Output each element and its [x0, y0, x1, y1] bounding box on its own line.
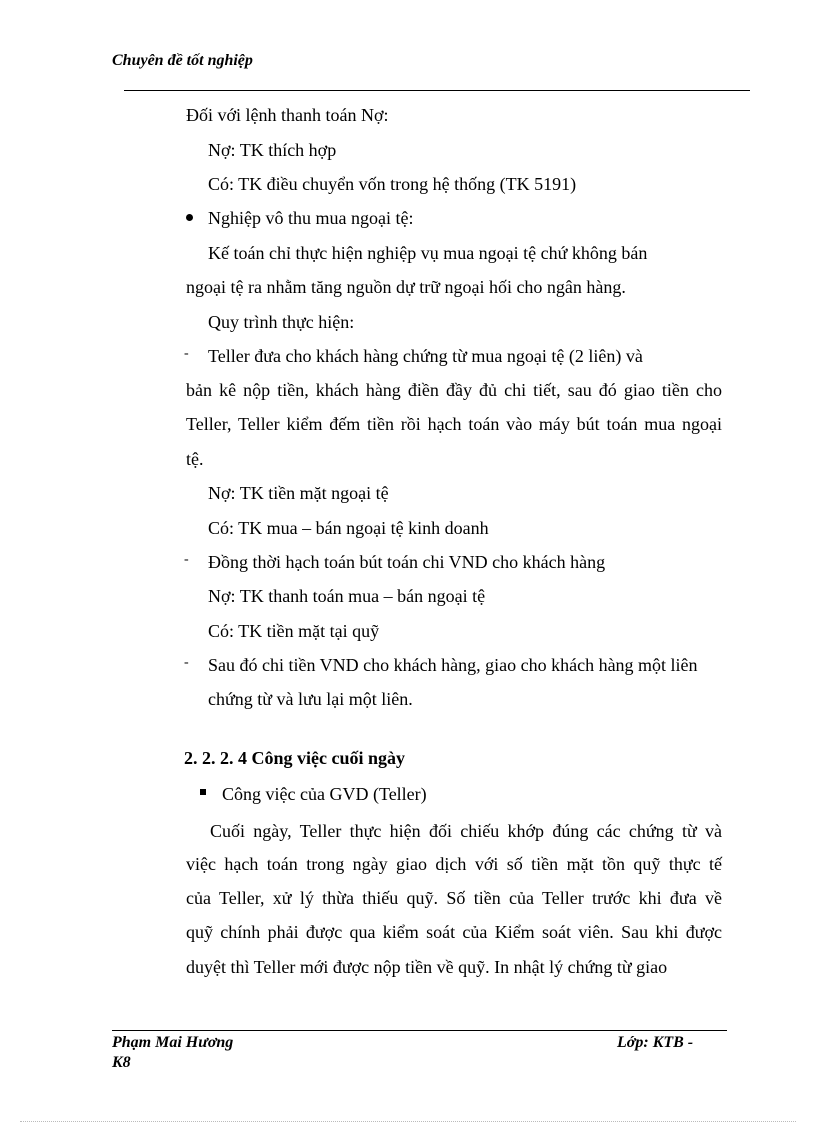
text-line: Quy trình thực hiện: [208, 312, 355, 332]
header-rule [124, 90, 750, 91]
header-title: Chuyên đề tốt nghiệp [112, 52, 253, 69]
text-line: Công việc của GVD (Teller) [222, 784, 427, 804]
section-heading: 2. 2. 2. 4 Công việc cuối ngày [184, 748, 406, 768]
text-line: bản kê nộp tiền, khách hàng điền đầy đủ chi tiết, sau đó giao tiền cho [186, 380, 722, 400]
text-line: Kế toán chỉ thực hiện nghiệp vụ mua ngoại tệ chứ không bán [208, 243, 648, 263]
text-line: Nợ: TK tiền mặt ngoại tệ [208, 483, 389, 503]
footer-author: Phạm Mai Hương [112, 1034, 234, 1051]
text-line: duyệt thì Teller mới được nộp tiền về quỹ. In nhật lý chứng từ giao [186, 957, 668, 977]
footer-class-cont: K8 [112, 1054, 131, 1071]
text-line: việc hạch toán trong ngày giao dịch với số tiền mặt tồn quỹ thực tế [186, 854, 722, 874]
text-line: Teller đưa cho khách hàng chứng từ mua ngoại tệ (2 liên) và [208, 346, 643, 366]
footer-class: Lớp: KTB - [617, 1034, 694, 1051]
text-line: Nghiệp vô thu mua ngoại tệ: [208, 208, 414, 228]
text-line: Nợ: TK thích hợp [208, 140, 337, 160]
text-line: tệ. [186, 449, 204, 469]
square-bullet-icon [200, 789, 206, 795]
page-edge-divider [20, 1121, 796, 1122]
dash-icon: - [184, 346, 189, 361]
dash-icon: - [184, 552, 189, 567]
text-line: Cuối ngày, Teller thực hiện đối chiếu khớp đúng các chứng từ và [210, 821, 722, 841]
text-line: quỹ chính phải được qua kiểm soát của Kiểm soát viên. Sau khi được [186, 922, 722, 942]
text-line: Có: TK tiền mặt tại quỹ [208, 621, 380, 641]
text-line: Nợ: TK thanh toán mua – bán ngoại tệ [208, 586, 486, 606]
text-line: Có: TK mua – bán ngoại tệ kinh doanh [208, 518, 489, 538]
text-line: Có: TK điều chuyển vốn trong hệ thống (TK 5191) [208, 174, 577, 194]
dash-icon: - [184, 655, 189, 670]
text-line: của Teller, xử lý thừa thiếu quỹ. Số tiền của Teller trước khi đưa về [186, 888, 722, 908]
text-line: Teller, Teller kiểm đếm tiền rồi hạch toán vào máy bút toán mua ngoại [186, 414, 722, 434]
text-line: Đối với lệnh thanh toán Nợ: [186, 105, 389, 125]
text-line: ngoại tệ ra nhằm tăng nguồn dự trữ ngoại hối cho ngân hàng. [186, 277, 626, 297]
text-line: chứng từ và lưu lại một liên. [208, 689, 413, 709]
bullet-icon [186, 214, 193, 221]
text-line: Đồng thời hạch toán bút toán chi VND cho khách hàng [208, 552, 606, 572]
text-line: Sau đó chi tiền VND cho khách hàng, giao cho khách hàng một liên [208, 655, 698, 675]
footer-rule [112, 1030, 727, 1031]
